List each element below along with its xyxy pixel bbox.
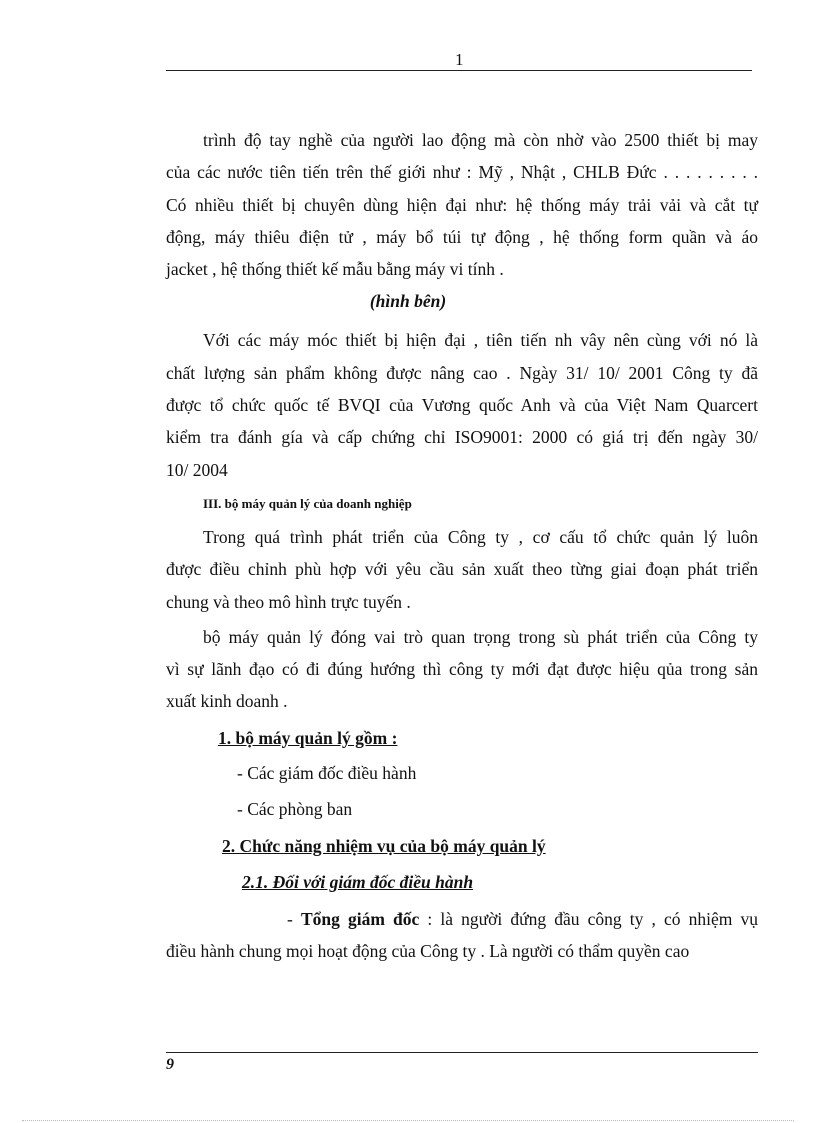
figure-reference: (hình bên) (369, 291, 447, 311)
body-line: được điều chỉnh phù hợp với yêu cầu sản xuất theo từng giai đoạn phát triển (166, 559, 758, 579)
body-line: Trong quá trình phát triển của Công ty , cơ cấu tổ chức quản lý luôn (203, 527, 758, 547)
body-line: Có nhiều thiết bị chuyên dùng hiện đại như: hệ thống máy trải vải và cắt tự (166, 195, 758, 215)
body-line: 10/ 2004 (166, 460, 228, 480)
section-heading: III. bộ máy quản lý của doanh nghiệp (203, 496, 412, 511)
subsection-heading: 2.1. Đối với giám đốc điều hành (242, 872, 474, 892)
list-item: - Các giám đốc điều hành (237, 763, 417, 783)
body-line: trình độ tay nghề của người lao động mà còn nhờ vào 2500 thiết bị may (203, 130, 758, 150)
body-line: chung và theo mô hình trực tuyến . (166, 592, 411, 612)
body-line: Với các máy móc thiết bị hiện đại , tiên tiến nh vây nên cùng với nó là (203, 330, 758, 350)
footer-rule (166, 1052, 758, 1053)
term-bold: Tổng giám đốc (300, 909, 420, 929)
header-rule (166, 70, 752, 71)
body-line: điều hành chung mọi hoạt động của Công ty . Là người có thẩm quyền cao (166, 941, 690, 961)
list-item: - Các phòng ban (237, 799, 353, 819)
subsection-heading: 2. Chức năng nhiệm vụ của bộ máy quản lý (222, 836, 546, 856)
body-line: của các nước tiên tiến trên thế giới như : Mỹ , Nhật , CHLB Đức . . . . . . . . . (166, 162, 758, 182)
header-page-number: 1 (455, 50, 464, 69)
page-edge-dotted-line (22, 1120, 794, 1121)
body-line: được tổ chức quốc tế BVQI của Vương quốc Anh và của Việt Nam Quarcert (166, 395, 758, 415)
body-line: kiểm tra đánh gía và cấp chứng chỉ ISO9001: 2000 có giá trị đến ngày 30/ (166, 427, 758, 447)
body-line: - Tổng giám đốc : là người đứng đầu công ty , có nhiệm vụ (287, 909, 758, 929)
subsection-heading: 1. bộ máy quản lý gồm : (218, 728, 398, 748)
body-line: động, máy thiêu điện tử , máy bổ túi tự động , hệ thống form quần và áo (166, 227, 758, 247)
footer-page-number: 9 (166, 1056, 174, 1073)
body-line: xuất kinh doanh . (166, 691, 288, 711)
body-line: bộ máy quản lý đóng vai trò quan trọng trong sù phát triển của Công ty (203, 627, 758, 647)
body-line: chất lượng sản phẩm không được nâng cao . Ngày 31/ 10/ 2001 Công ty đã (166, 363, 758, 383)
body-line: jacket , hệ thống thiết kế mẫu bằng máy vi tính . (166, 259, 504, 279)
body-line: vì sự lãnh đạo có đi đúng hướng thì công ty mới đạt được hiệu qủa trong sản (166, 659, 758, 679)
